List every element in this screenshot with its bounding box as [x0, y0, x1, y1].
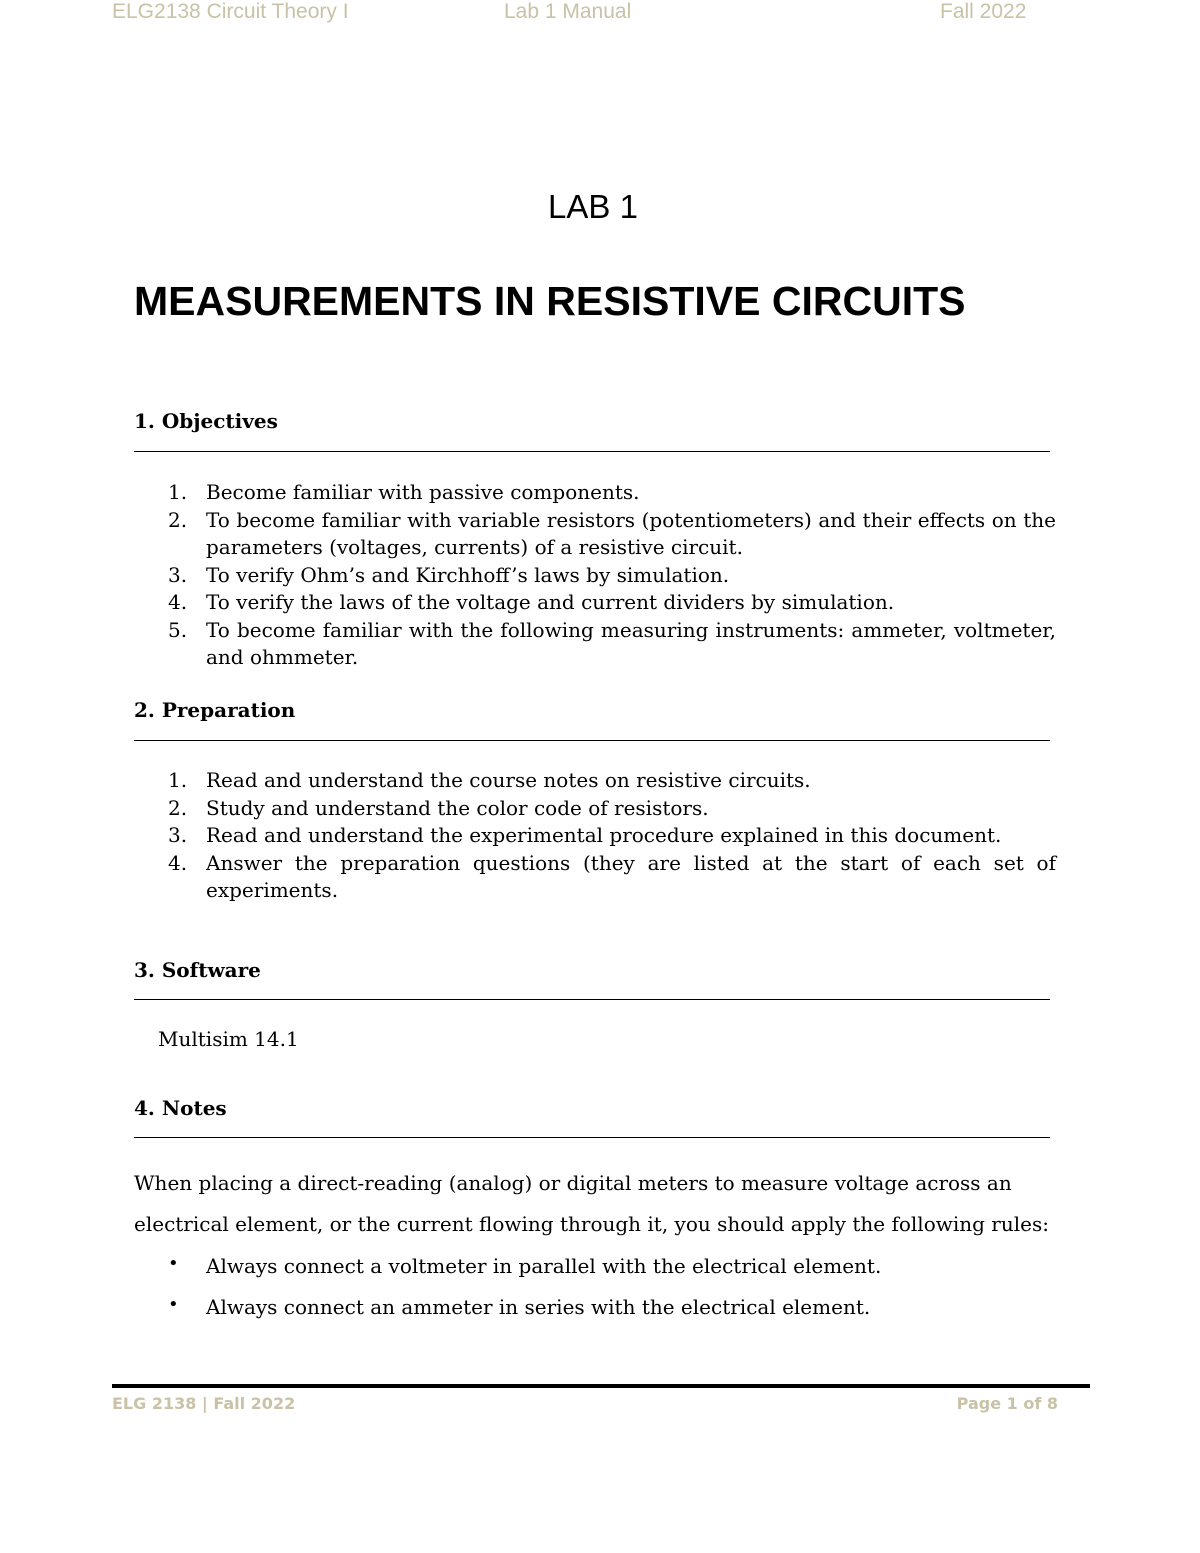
list-item [160, 507, 1056, 562]
list-item-text: To become familiar with variable resistors (potentiometers) and their effects on the parameters (voltages, currents) of a resistive circuit. [206, 507, 1056, 559]
list-item-number: 4. [168, 850, 188, 875]
footer-divider [112, 1384, 1090, 1388]
notes-paragraph: When placing a direct-reading (analog) or digital meters to measure voltage across an electrical element, or the current flowing through it, you should apply the following rules: [134, 1171, 1049, 1236]
list-item [160, 767, 1056, 795]
software-name: Multisim 14.1 [158, 1027, 299, 1051]
software-heading: 3. Software [134, 958, 261, 982]
list-item-number: 3. [168, 823, 188, 847]
list-item [160, 850, 1056, 905]
preparation-heading: 2. Preparation [134, 698, 296, 722]
list-item-text: Read and understand the experimental procedure explained in this document. [206, 823, 1002, 847]
list-item [160, 562, 1056, 590]
preparation-list [160, 767, 1056, 905]
list-item-number: 3. [168, 562, 188, 587]
list-item-text: Always connect a voltmeter in parallel with the electrical element. [206, 1254, 882, 1278]
footer-page-number: Page 1 of 8 [956, 1394, 1058, 1413]
list-item-number: 2. [168, 795, 188, 820]
running-header-document: Lab 1 Manual [504, 0, 632, 23]
preparation-divider [134, 740, 1050, 741]
software-divider [134, 999, 1050, 1000]
list-item [160, 617, 1056, 672]
list-item [160, 1246, 881, 1287]
list-item-number: 1. [168, 768, 188, 792]
list-item-number: 4. [168, 590, 188, 614]
list-item-text: To verify Ohm’s and Kirchhoff’s laws by simulation. [206, 562, 730, 587]
list-item-number: 2. [168, 507, 188, 532]
list-item-text: Become familiar with passive components. [206, 480, 640, 504]
list-item-text: Answer the preparation questions (they are listed at the start of each set of experiments. [206, 850, 1056, 902]
running-header-course: ELG2138 Circuit Theory I [112, 0, 349, 23]
notes-rules-list [160, 1246, 881, 1328]
list-item-number: 1. [168, 480, 188, 504]
list-item [160, 1287, 881, 1328]
footer-course-term: ELG 2138 | Fall 2022 [112, 1394, 296, 1413]
list-item [160, 589, 1056, 617]
running-header-term: Fall 2022 [940, 0, 1027, 23]
list-item [160, 795, 1056, 823]
notes-divider [134, 1137, 1050, 1138]
list-item [160, 822, 1056, 850]
list-item-text: To verify the laws of the voltage and current dividers by simulation. [206, 590, 895, 614]
notes-heading: 4. Notes [134, 1096, 227, 1120]
lab-number-title: LAB 1 [548, 188, 638, 225]
list-item-text: Always connect an ammeter in series with the electrical element. [206, 1295, 871, 1319]
main-title: MEASUREMENTS IN RESISTIVE CIRCUITS [134, 278, 966, 324]
list-item-text: To become familiar with the following measuring instruments: ammeter, voltmeter, and ohmmeter. [206, 617, 1056, 669]
bullet-icon: • [168, 1294, 179, 1315]
objectives-list [160, 479, 1056, 672]
list-item-text: Read and understand the course notes on resistive circuits. [206, 768, 811, 792]
list-item-number: 5. [168, 617, 188, 642]
list-item-text: Study and understand the color code of resistors. [206, 795, 709, 820]
list-item [160, 479, 1056, 507]
bullet-icon: • [168, 1253, 179, 1274]
objectives-divider [134, 451, 1050, 452]
objectives-heading: 1. Objectives [134, 409, 278, 433]
